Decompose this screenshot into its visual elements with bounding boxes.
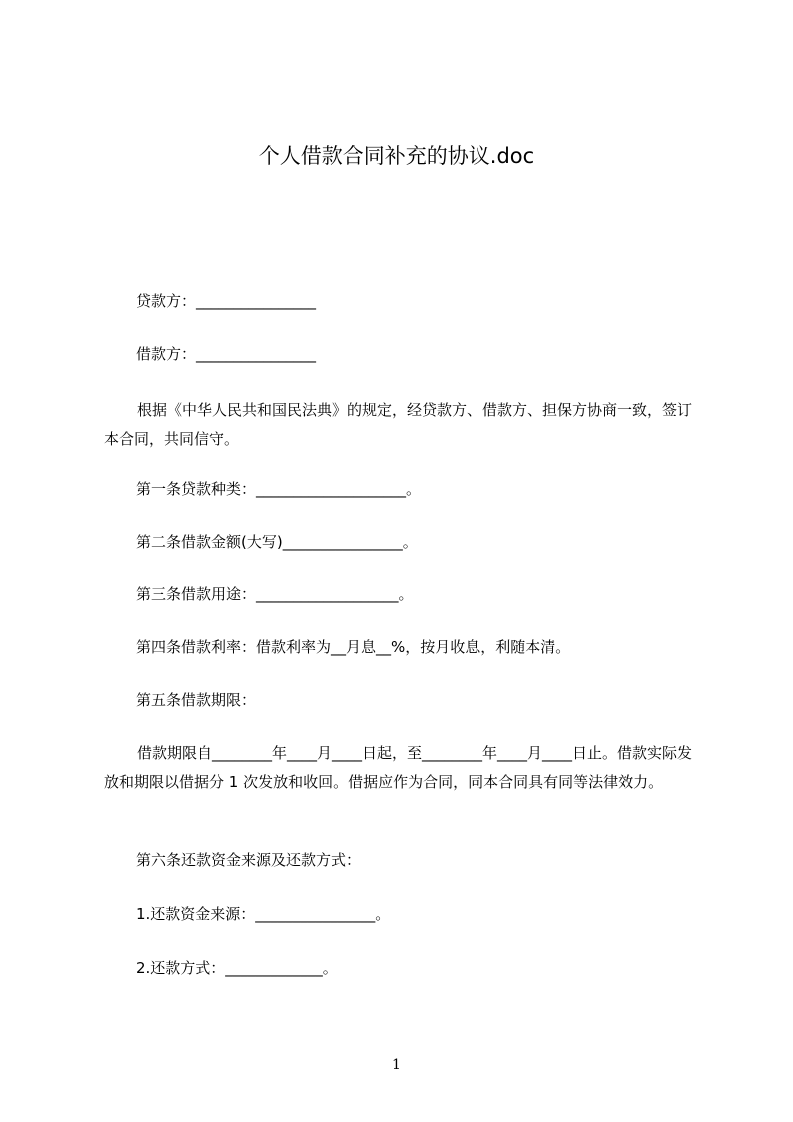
article-4: 第四条借款利率：借款利率为__月息__%，按月收息，利随本清。 xyxy=(136,638,571,656)
article-5: 第五条借款期限： xyxy=(136,691,257,709)
intro-paragraph: 根据《中华人民共和国民法典》的规定，经贷款方、借款方、担保方协商一致，签订本合同，共同信守。 xyxy=(104,401,693,448)
page-number: 1 xyxy=(392,1057,401,1073)
repayment-method: 2.还款方式：_____________。 xyxy=(136,959,338,977)
document-title: 个人借款合同补充的协议.doc xyxy=(258,144,535,168)
term-paragraph: 借款期限自________年____月____日起，至________年____月____日止。借款实际发放和期限以借据分 1 次发放和收回。借据应作为合同，同本合同具有同等法律效力。 xyxy=(104,744,693,791)
article-2: 第二条借款金额(大写)________________。 xyxy=(136,533,418,551)
article-6: 第六条还款资金来源及还款方式： xyxy=(136,851,362,869)
lender-line: 贷款方：________________ xyxy=(136,292,317,310)
article-3: 第三条借款用途：___________________。 xyxy=(136,585,414,603)
borrower-line: 借款方：________________ xyxy=(136,345,317,363)
article-1: 第一条贷款种类：____________________。 xyxy=(136,480,422,498)
repayment-source: 1.还款资金来源：________________。 xyxy=(136,905,391,923)
